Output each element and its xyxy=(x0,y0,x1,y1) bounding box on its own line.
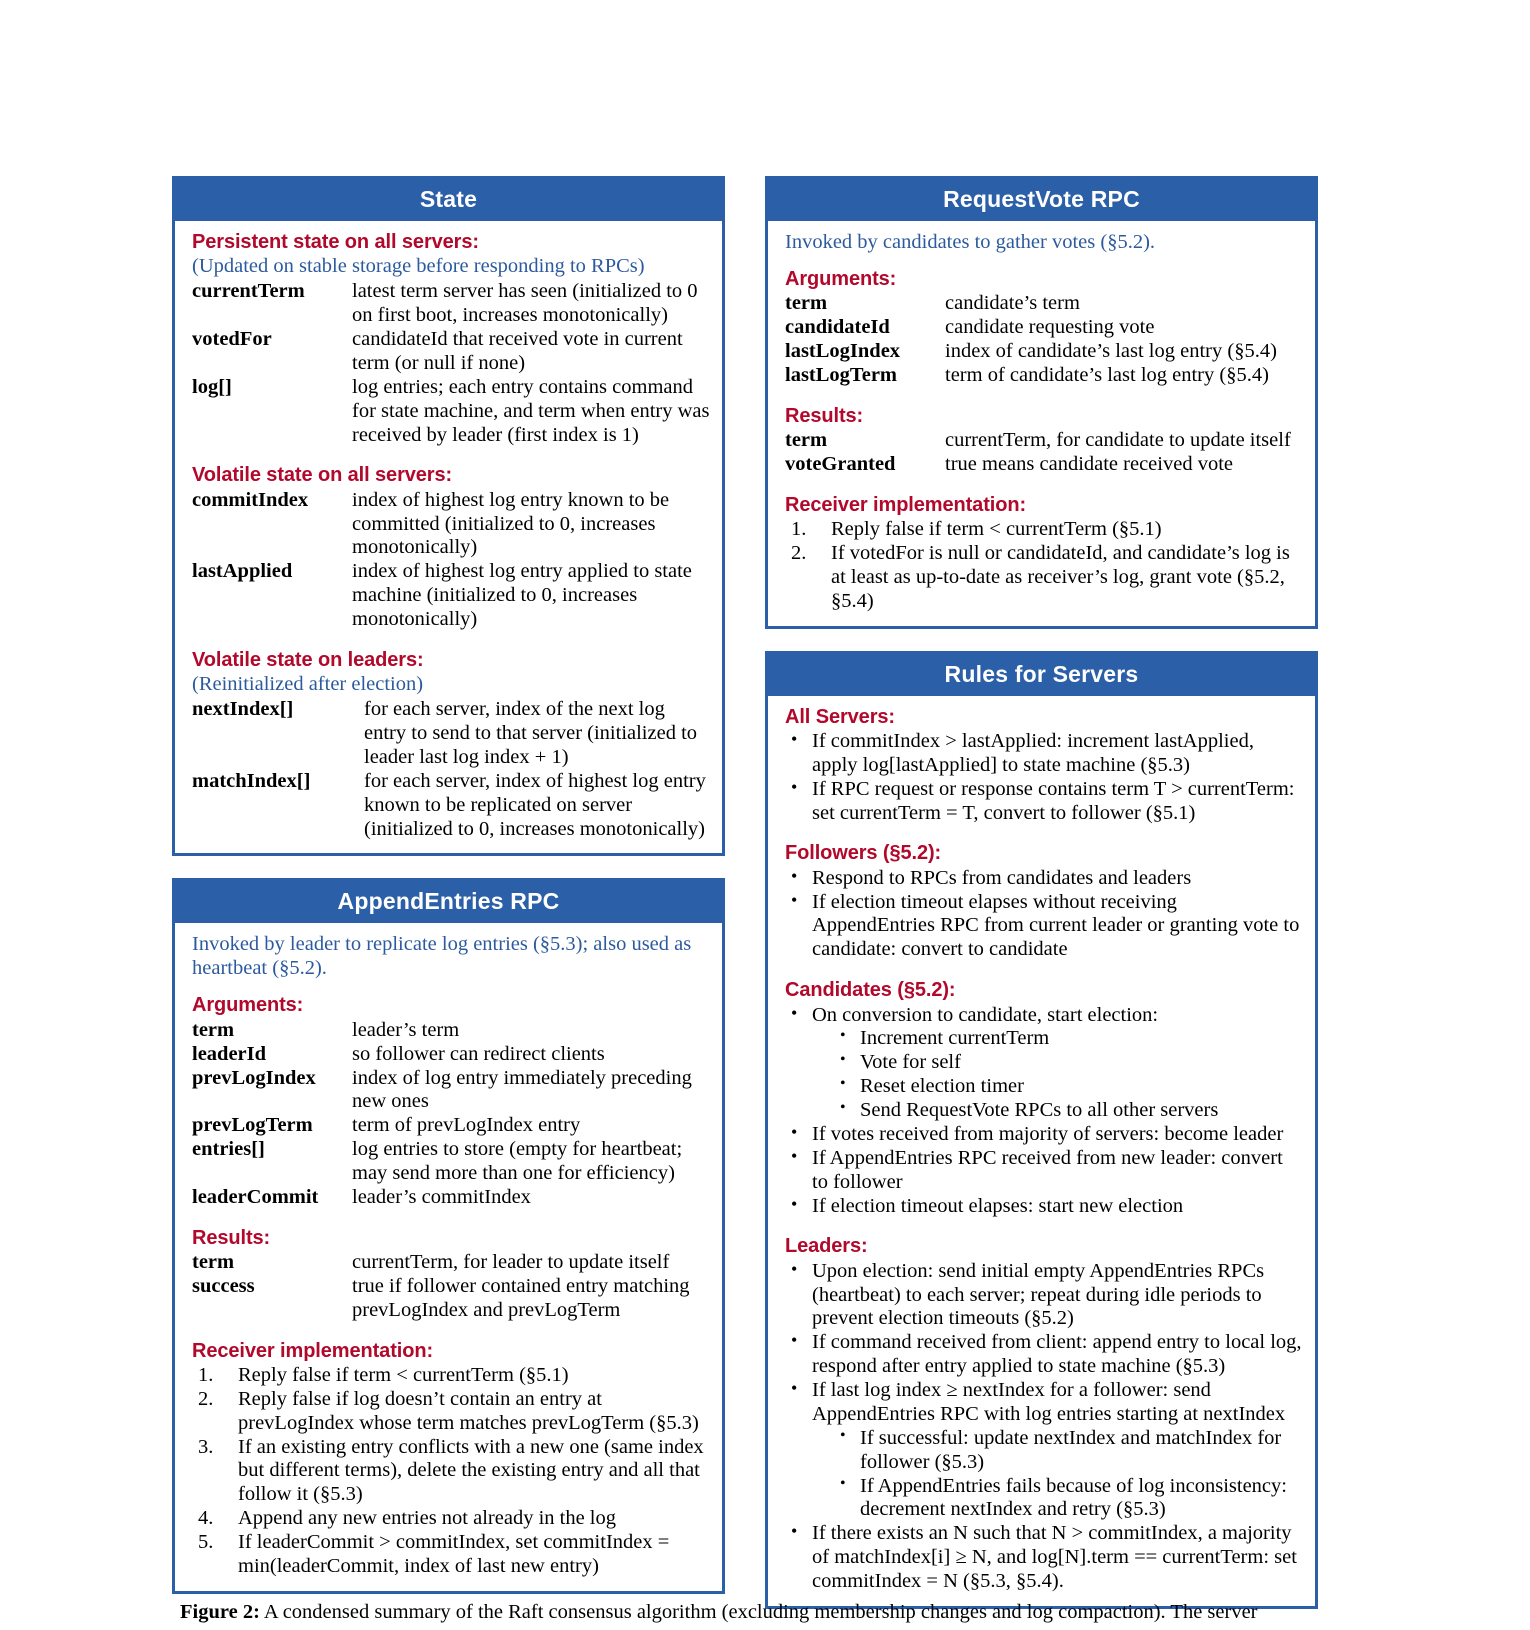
rules-heading-candidates: Candidates (§5.2): xyxy=(785,979,956,1002)
list-item: • If AppendEntries fails because of log inconsistency: decrement nextIndex and retry (§5.3) xyxy=(834,1475,1303,1523)
def-desc: log entries; each entry contains command for state machine, and term when entry was received by leader (first index is 1) xyxy=(352,375,710,446)
rules-sublist-leaders xyxy=(834,1427,1303,1523)
figure-caption-text: A condensed summary of the Raft consensus algorithm (excluding membership changes and log compaction). The server xyxy=(259,1601,1258,1623)
def-desc: true means candidate received vote xyxy=(945,452,1233,475)
rules-sublist-candidates xyxy=(834,1027,1303,1123)
list-item: • Vote for self xyxy=(834,1051,1303,1075)
panel-request-vote-rpc xyxy=(765,176,1318,629)
list-item: • Increment currentTerm xyxy=(834,1027,1303,1051)
panel-append-entries-title: AppendEntries RPC xyxy=(175,881,722,923)
list-item: • If election timeout elapses without receiving AppendEntries RPC from current leader or granting vote to candidate: convert to candidate xyxy=(785,891,1303,963)
def-desc: currentTerm, for candidate to update itself xyxy=(945,429,1291,452)
panel-state-title: State xyxy=(175,179,722,221)
state-defs-volatile-leaders xyxy=(192,698,710,841)
def-term: commitIndex xyxy=(192,488,309,511)
figure-caption-label: Figure 2: xyxy=(180,1601,260,1623)
def-term: log[] xyxy=(192,375,232,398)
request-vote-arguments xyxy=(785,292,1303,388)
def-desc: index of log entry immediately preceding new ones xyxy=(352,1066,692,1113)
panel-request-vote-title: RequestVote RPC xyxy=(768,179,1315,221)
def-desc: term of prevLogIndex entry xyxy=(352,1114,581,1137)
list-item: • If AppendEntries RPC received from new leader: convert to follower xyxy=(785,1147,1303,1195)
def-row xyxy=(192,698,710,770)
def-desc: candidate requesting vote xyxy=(945,316,1155,339)
list-item: Append any new entries not already in the log xyxy=(238,1507,616,1530)
list-item: • If command received from client: append entry to local log, respond after entry applied to state machine (§5.3) xyxy=(785,1331,1303,1379)
panel-rules-title: Rules for Servers xyxy=(768,654,1315,696)
def-desc: index of highest log entry known to be committed (initialized to 0, increases monotonically) xyxy=(352,488,670,559)
list-item: • If commitIndex > lastApplied: increment lastApplied, apply log[lastApplied] to state machine (§5.3) xyxy=(785,730,1303,778)
state-section-heading-volatile-leaders: Volatile state on leaders: xyxy=(192,648,424,671)
def-term: lastLogTerm xyxy=(785,363,897,386)
rules-heading-leaders: Leaders: xyxy=(785,1235,868,1258)
def-desc: currentTerm, for leader to update itself xyxy=(352,1251,670,1274)
panel-rules-body xyxy=(768,696,1315,1606)
def-desc: for each server, index of highest log entry known to be replicated on server (initialized to 0, increases monotonically) xyxy=(364,769,706,840)
def-term: leaderId xyxy=(192,1042,267,1065)
panel-request-vote-body xyxy=(768,221,1315,626)
def-term: prevLogTerm xyxy=(192,1114,313,1137)
request-vote-receiver-list xyxy=(785,518,1303,614)
def-row xyxy=(192,1043,710,1067)
list-item: Reply false if term < currentTerm (§5.1) xyxy=(831,518,1162,541)
def-term: matchIndex[] xyxy=(192,769,311,792)
append-entries-arguments xyxy=(192,1019,710,1210)
def-desc: true if follower contained entry matching prevLogIndex and prevLogTerm xyxy=(352,1274,690,1321)
def-row xyxy=(192,1186,710,1210)
rules-list-followers xyxy=(785,867,1303,963)
request-vote-results-heading: Results: xyxy=(785,404,864,427)
def-desc: for each server, index of the next log entry to send to that server (initialized to leader last log index + 1) xyxy=(364,698,698,768)
def-desc: candidate’s term xyxy=(945,292,1080,315)
append-entries-arguments-heading: Arguments: xyxy=(192,994,304,1017)
def-desc: leader’s term xyxy=(352,1018,460,1041)
def-term: term xyxy=(785,429,828,452)
list-item: • If there exists an N such that N > commitIndex, a majority of matchIndex[i] ≥ N, and log[N].term == currentTerm: set commitIndex = N (§5.3, §5.4). xyxy=(785,1522,1303,1594)
append-entries-intro: Invoked by leader to replicate log entries (§5.3); also used as heartbeat (§5.2). xyxy=(192,933,692,980)
list-item: Reply false if term < currentTerm (§5.1) xyxy=(238,1363,569,1386)
def-desc: leader’s commitIndex xyxy=(352,1185,531,1208)
list-item: If an existing entry conflicts with a new one (same index but different terms), delete the existing entry and all that follow it (§5.3) xyxy=(238,1435,704,1506)
request-vote-arguments-heading: Arguments: xyxy=(785,267,897,290)
request-vote-results xyxy=(785,429,1303,477)
def-term: lastLogIndex xyxy=(785,340,901,363)
figure-columns xyxy=(172,176,1318,1609)
list-item: • If election timeout elapses: start new election xyxy=(785,1195,1303,1219)
rules-list-leaders xyxy=(785,1260,1303,1594)
figure-caption xyxy=(180,1601,1355,1625)
list-item xyxy=(785,1004,1303,1123)
list-item-text: If last log index ≥ nextIndex for a follower: send AppendEntries RPC with log entries starting at nextIndex xyxy=(812,1379,1286,1425)
def-row xyxy=(785,453,1303,477)
panel-append-entries-body xyxy=(175,923,722,1590)
rules-list-all-servers xyxy=(785,730,1303,826)
panel-append-entries-rpc xyxy=(172,878,725,1593)
panel-rules-for-servers xyxy=(765,651,1318,1609)
def-term: lastApplied xyxy=(192,560,293,583)
def-term: voteGranted xyxy=(785,452,896,475)
def-row xyxy=(192,1114,710,1138)
state-section-heading-volatile-all: Volatile state on all servers: xyxy=(192,464,453,487)
def-row xyxy=(192,489,710,561)
list-item: • If successful: update nextIndex and matchIndex for follower (§5.3) xyxy=(834,1427,1303,1475)
list-item: If votedFor is null or candidateId, and candidate’s log is at least as up-to-date as receiver’s log, grant vote (§5.2, §5.4) xyxy=(831,542,1290,612)
list-item-text: On conversion to candidate, start election: xyxy=(812,1003,1159,1026)
def-term: leaderCommit xyxy=(192,1185,319,1208)
list-item: • Respond to RPCs from candidates and leaders xyxy=(785,867,1303,891)
panel-state xyxy=(172,176,725,856)
def-term: entries[] xyxy=(192,1138,265,1161)
state-defs-persistent xyxy=(192,280,710,447)
def-term: term xyxy=(192,1018,235,1041)
def-term: candidateId xyxy=(785,316,890,339)
def-row xyxy=(192,560,710,632)
request-vote-receiver-heading: Receiver implementation: xyxy=(785,493,1027,516)
list-item: • Upon election: send initial empty AppendEntries RPCs (heartbeat) to each server; repeat during idle periods to prevent election timeouts (§5.2) xyxy=(785,1260,1303,1332)
def-term: nextIndex[] xyxy=(192,698,294,721)
append-entries-results xyxy=(192,1251,710,1323)
append-entries-receiver-list xyxy=(192,1364,710,1579)
append-entries-receiver-heading: Receiver implementation: xyxy=(192,1339,434,1362)
def-desc: candidateId that received vote in current term (or null if none) xyxy=(352,328,683,374)
list-item: • Send RequestVote RPCs to all other servers xyxy=(834,1099,1303,1123)
state-section-note-volatile-leaders: (Reinitialized after election) xyxy=(192,673,424,696)
def-term: prevLogIndex xyxy=(192,1066,316,1089)
def-term: term xyxy=(192,1251,235,1274)
def-desc: log entries to store (empty for heartbeat; may send more than one for efficiency) xyxy=(352,1138,683,1184)
def-row xyxy=(785,316,1303,340)
append-entries-results-heading: Results: xyxy=(192,1226,271,1249)
def-term: success xyxy=(192,1274,255,1297)
def-row xyxy=(192,280,710,328)
panel-state-body xyxy=(175,221,722,853)
state-section-note-persistent: (Updated on stable storage before responding to RPCs) xyxy=(192,255,645,278)
def-desc: term of candidate’s last log entry (§5.4) xyxy=(945,363,1269,386)
def-row xyxy=(192,1067,710,1115)
def-term: term xyxy=(785,292,828,315)
def-row xyxy=(785,429,1303,453)
rules-heading-all-servers: All Servers: xyxy=(785,705,895,728)
def-desc: so follower can redirect clients xyxy=(352,1042,605,1065)
def-term: votedFor xyxy=(192,328,272,351)
def-desc: index of candidate’s last log entry (§5.4) xyxy=(945,340,1277,363)
list-item: • If RPC request or response contains term T > currentTerm: set currentTerm = T, convert to follower (§5.1) xyxy=(785,778,1303,826)
request-vote-intro: Invoked by candidates to gather votes (§5.2). xyxy=(785,231,1156,253)
def-row xyxy=(192,1251,710,1275)
def-row xyxy=(785,340,1303,364)
state-defs-volatile-all xyxy=(192,489,710,632)
def-term: currentTerm xyxy=(192,280,305,303)
list-item: • If votes received from majority of servers: become leader xyxy=(785,1123,1303,1147)
def-row xyxy=(192,770,710,842)
list-item: Reply false if log doesn’t contain an entry at prevLogIndex whose term matches prevLogTerm (§5.3) xyxy=(238,1387,699,1434)
list-item: • Reset election timer xyxy=(834,1075,1303,1099)
def-row xyxy=(192,1275,710,1323)
def-row xyxy=(785,364,1303,388)
def-desc: latest term server has seen (initialized to 0 on first boot, increases monotonically) xyxy=(352,280,698,327)
def-row xyxy=(192,1138,710,1186)
def-row xyxy=(192,328,710,376)
list-item xyxy=(785,1379,1303,1522)
def-row xyxy=(192,376,710,448)
def-desc: index of highest log entry applied to state machine (initialized to 0, increases monotonically) xyxy=(352,560,692,631)
state-section-heading-persistent: Persistent state on all servers: xyxy=(192,231,479,253)
list-item: If leaderCommit > commitIndex, set commitIndex = min(leaderCommit, index of last new entry) xyxy=(238,1531,670,1577)
def-row xyxy=(785,292,1303,316)
rules-list-candidates xyxy=(785,1004,1303,1219)
rules-heading-followers: Followers (§5.2): xyxy=(785,842,942,865)
right-column xyxy=(765,176,1318,1609)
left-column xyxy=(172,176,725,1594)
def-row xyxy=(192,1019,710,1043)
